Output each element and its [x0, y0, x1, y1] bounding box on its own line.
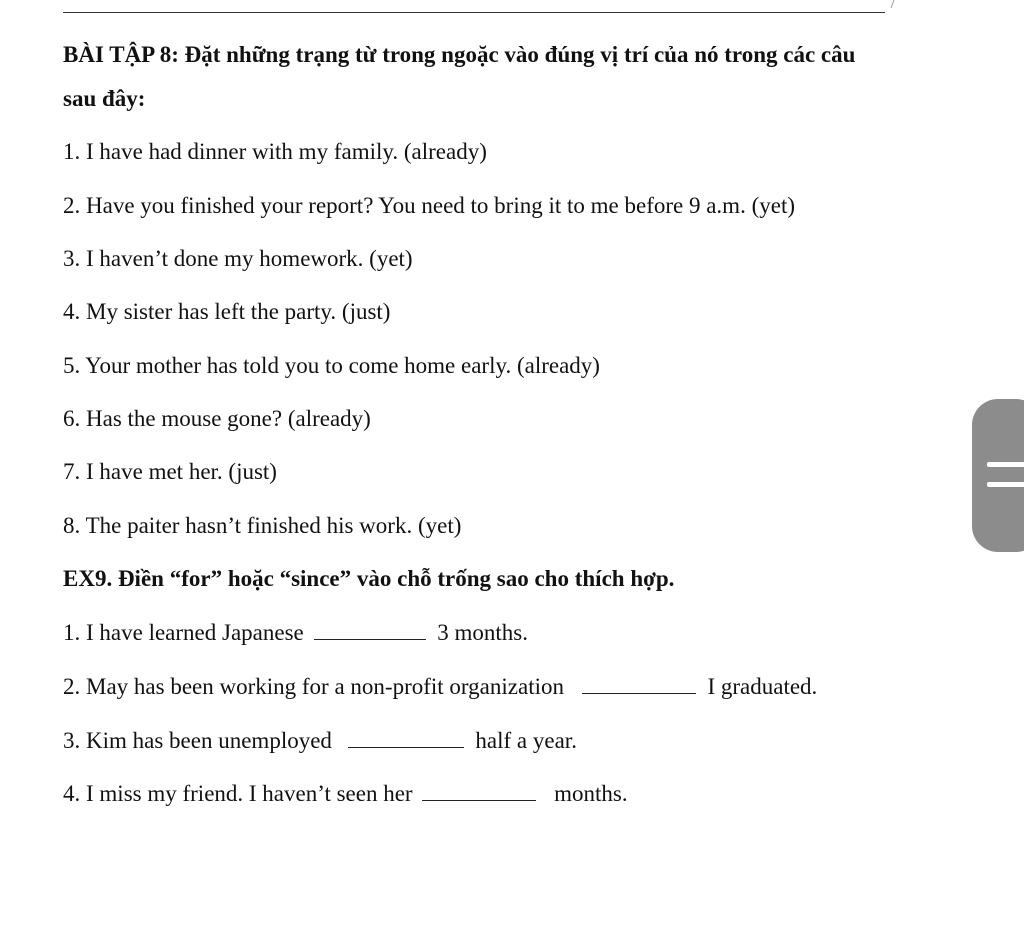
- exercise9-item-1-after: 3 months.: [437, 620, 528, 645]
- exercise8-item-8: 8. The paiter hasn’t finished his work. (yet): [63, 513, 462, 538]
- exercise9-item-3: [63, 726, 577, 756]
- top-divider-line: [63, 12, 885, 13]
- drag-handle-icon: [987, 462, 1024, 467]
- exercise9-item-4: [63, 779, 628, 809]
- exercise9-item-4-blank: [422, 782, 536, 801]
- exercise9-item-2-after: I graduated.: [707, 674, 818, 699]
- exercise9-heading: EX9. Điền “for” hoặc “since” vào chỗ trống sao cho thích hợp.: [63, 566, 675, 591]
- exercise9-item-2: [63, 672, 817, 702]
- exercise8-item-6: 6. Has the mouse gone? (already): [63, 406, 371, 431]
- exercise8-item-3: 3. I haven’t done my homework. (yet): [63, 246, 413, 271]
- exercise9-item-1-before: 1. I have learned Japanese: [63, 620, 304, 645]
- top-divider-tick: [885, 0, 895, 8]
- exercise8-item-5: 5. Your mother has told you to come home early. (already): [63, 353, 600, 378]
- exercise8-item-7: 7. I have met her. (just): [63, 459, 277, 484]
- exercise9-item-1-blank: [314, 621, 426, 640]
- exercise8-item-2: 2. Have you finished your report? You need to bring it to me before 9 a.m. (yet): [63, 193, 795, 218]
- exercise9-item-4-after: months.: [554, 781, 628, 806]
- exercise9-item-3-after: half a year.: [475, 728, 577, 753]
- exercise8-item-1: 1. I have had dinner with my family. (already): [63, 139, 487, 164]
- side-panel-handle[interactable]: [972, 399, 1024, 552]
- exercise9-item-4-before: 4. I miss my friend. I haven’t seen her: [63, 781, 413, 806]
- exercise9-item-3-blank: [348, 729, 464, 748]
- exercise8-item-4: 4. My sister has left the party. (just): [63, 299, 391, 324]
- exercise8-heading-line1: BÀI TẬP 8: Đặt những trạng từ trong ngoặc vào đúng vị trí của nó trong các câu: [63, 42, 856, 67]
- exercise9-item-2-before: 2. May has been working for a non-profit organization: [63, 674, 564, 699]
- exercise9-item-2-blank: [582, 675, 696, 694]
- exercise8-heading-line2: sau đây:: [63, 86, 146, 111]
- drag-handle-icon-lower-bar: [987, 482, 1024, 487]
- exercise9-item-3-before: 3. Kim has been unemployed: [63, 728, 332, 753]
- exercise9-item-1: [63, 618, 528, 648]
